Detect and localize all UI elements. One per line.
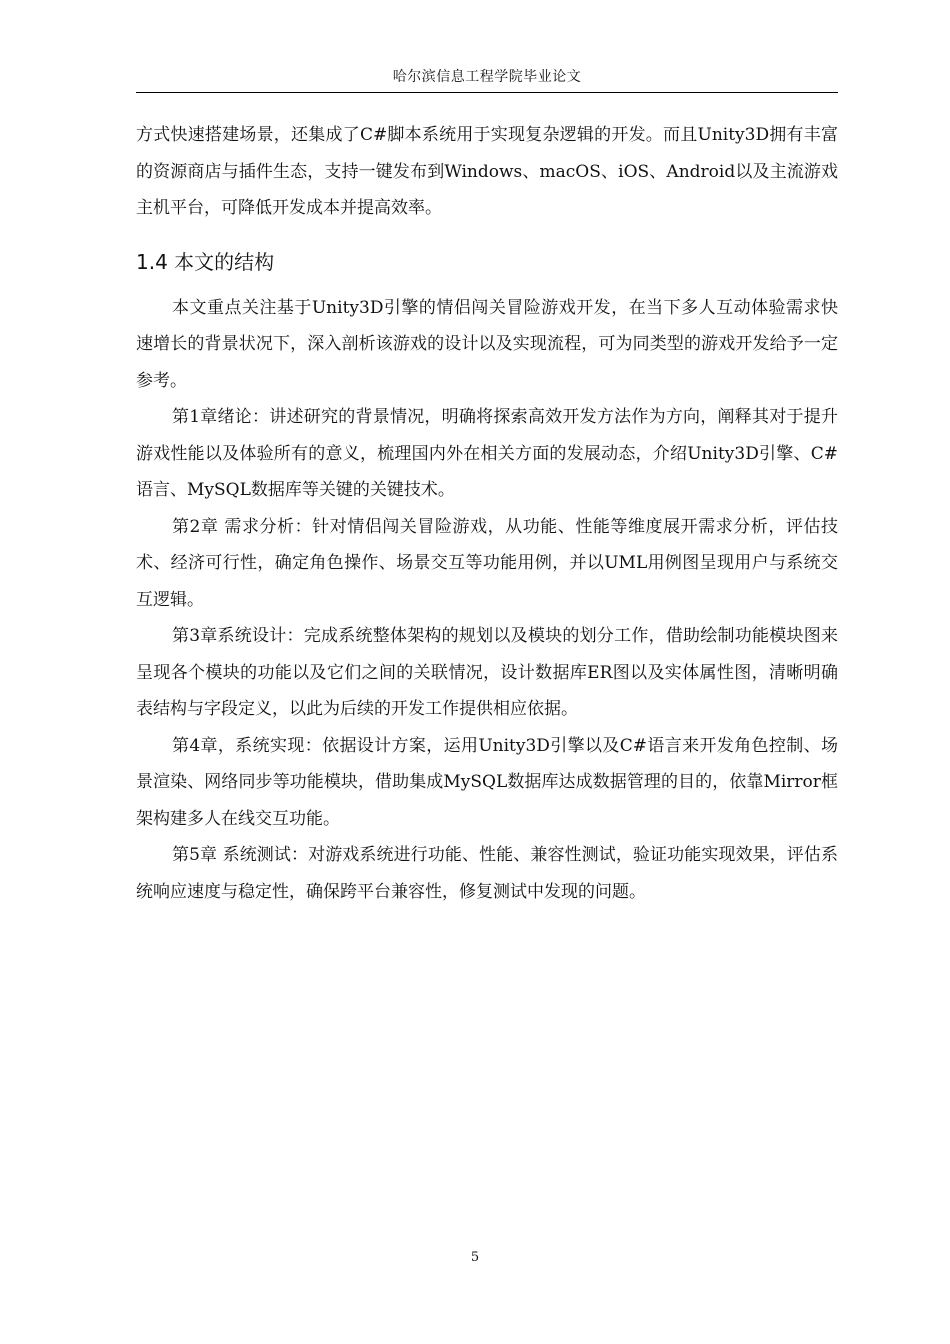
- paragraph-chapter-1: 第1章绪论：讲述研究的背景情况，明确将探索高效开发方法作为方向，阐释其对于提升游戏性能以及体验所有的意义，梳理国内外在相关方面的发展动态，介绍Unity3D引擎、C#语言、MySQL数据库等关键的关键技术。: [136, 407, 838, 500]
- section-title: 1.4 本文的结构: [136, 249, 275, 274]
- paragraph-chapter-4: 第4章，系统实现：依据设计方案，运用Unity3D引擎以及C#语言来开发角色控制、场景渲染、网络同步等功能模块，借助集成MySQL数据库达成数据管理的目的，依靠Mirror框架构建多人在线交互功能。: [136, 735, 838, 829]
- paragraph-chapter-2: 第2章 需求分析：针对情侣闯关冒险游戏，从功能、性能等维度展开需求分析，评估技术、经济可行性，确定角色操作、场景交互等功能用例，并以UML用例图呈现用户与系统交互逻辑。: [136, 516, 838, 610]
- intro-paragraph: 方式快速搭建场景，还集成了C#脚本系统用于实现复杂逻辑的开发。而且Unity3D拥有丰富的资源商店与插件生态，支持一键发布到Windows、macOS、iOS、Android以及主流游戏主机平台，可降低开发成本并提高效率。: [136, 125, 838, 218]
- paragraph-chapter-3: 第3章系统设计：完成系统整体架构的规划以及模块的划分工作，借助绘制功能模块图来呈现各个模块的功能以及它们之间的关联情况，设计数据库ER图以及实体属性图，清晰明确表结构与字段定义，以此为后续的开发工作提供相应依据。: [136, 626, 838, 719]
- page-number: 5: [470, 1250, 480, 1265]
- page-header: [136, 68, 838, 93]
- paragraph-chapter-5: 第5章 系统测试：对游戏系统进行功能、性能、兼容性测试，验证功能实现效果，评估系统响应速度与稳定性，确保跨平台兼容性，修复测试中发现的问题。: [136, 845, 838, 902]
- header-title: 哈尔滨信息工程学院毕业论文: [392, 69, 582, 85]
- paragraph-overview: 本文重点关注基于Unity3D引擎的情侣闯关冒险游戏开发，在当下多人互动体验需求快速增长的背景状况下，深入剖析该游戏的设计以及实现流程，可为同类型的游戏开发给予一定参考。: [136, 297, 838, 391]
- document-body: [136, 117, 838, 910]
